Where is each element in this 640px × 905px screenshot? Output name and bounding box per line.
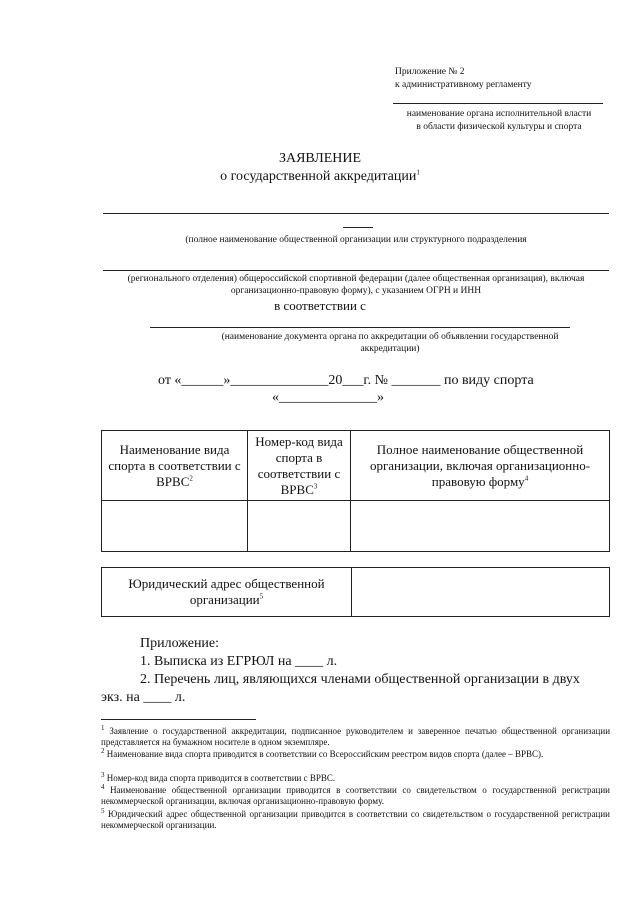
table-row [102, 501, 610, 552]
short-underline [343, 227, 373, 228]
footnote-1-text: Заявление о государственной аккредитации, подписанное руководителем и заверенное печатью общественной организации представляется на бумажном носителе в одном экземпляре. [101, 726, 611, 747]
document-subtitle [0, 168, 640, 185]
appendix-number: Приложение № 2 [395, 67, 465, 77]
header-org-name [351, 431, 610, 501]
attachments-heading: Приложение: [140, 636, 220, 651]
sport-name-line: «______________» [272, 390, 384, 405]
footnote-ref-3: 3 [313, 482, 318, 491]
document-title: ЗАЯВЛЕНИЕ [278, 151, 362, 166]
footnote-5-text: Юридический адрес общественной организации приводится в соответствии со свидетельством о государственной регистрации некоммерческой организации. [101, 809, 611, 830]
footnote-4-text: Наименование общественной организации приводится в соответствии со свидетельством о государственной регистрации некоммерческой организации, включая организационно-правовую форму. [101, 785, 610, 806]
attachment-item-2-cont: экз. на ____ л. [101, 690, 186, 705]
org-caption-line1: (полное наименование общественной организации или структурного подразделения [185, 235, 527, 245]
attachment-item-2: 2. Перечень лиц, являющихся членами общественной организации в двух [140, 672, 580, 687]
authority-underline [393, 103, 603, 104]
header-sport-code [248, 431, 351, 501]
subtitle-text: о государственной аккредитации [220, 169, 417, 184]
footnote-5-num: 5 [101, 807, 105, 815]
in-accordance-text: в соответствии с [274, 298, 366, 313]
sport-table [101, 430, 610, 552]
header-org-name-text: Полное наименование общественной организации, включая организационно-правовую форму [369, 441, 591, 489]
footnote-1 [101, 726, 610, 748]
authority-caption-line1: наименование органа исполнительной власти [406, 109, 592, 119]
address-table [101, 567, 610, 617]
org-caption-line3: организационно-правовую форму), с указанием ОГРН и ИНН [230, 286, 482, 296]
footnote-3 [101, 773, 610, 784]
document-caption-line2: аккредитации) [360, 344, 420, 354]
header-sport-name-text: Наименование вида спорта в соответствии с ВРВС [108, 441, 241, 489]
footnote-4 [101, 785, 610, 807]
org-caption-line2: (регионального отделения) общероссийской спортивной федерации (далее общественная организация), включая [127, 274, 585, 284]
footnote-ref-4: 4 [524, 474, 529, 483]
header-sport-code-text: Номер-код вида спорта в соответствии с ВРВС [255, 433, 343, 497]
address-label-text: Юридический адрес общественной организации [128, 576, 325, 607]
footnote-5 [101, 809, 610, 831]
authority-caption-line2: в области физической культуры и спорта [416, 122, 582, 132]
table-header-row [102, 431, 610, 501]
address-label [102, 568, 352, 617]
footnote-2 [101, 749, 610, 760]
footnote-3-text: Номер-код вида спорта приводится в соответствии с ВРВС. [106, 773, 336, 783]
address-row [102, 568, 610, 617]
document-caption-line1: (наименование документа органа по аккредитации об объявлении государственной [221, 332, 559, 342]
cell-sport-name[interactable] [102, 501, 248, 552]
footnote-1-num: 1 [101, 724, 105, 732]
footnote-ref-1: 1 [416, 168, 420, 177]
cell-org-name[interactable] [351, 501, 610, 552]
date-number-line: от «______»______________20___г. № _______ по виду спорта [158, 373, 534, 388]
footnote-separator [101, 719, 256, 720]
footnote-3-num: 3 [101, 771, 105, 779]
footnote-2-text: Наименование вида спорта приводится в соответствии со Всероссийским реестром видов спорта (далее – ВРВС). [106, 749, 544, 759]
cell-sport-code[interactable] [248, 501, 351, 552]
footnote-ref-2: 2 [189, 474, 193, 483]
footnote-ref-5: 5 [259, 592, 264, 601]
document-name-line [150, 327, 570, 328]
org-name-line [103, 213, 609, 214]
attachment-item-1: 1. Выписка из ЕГРЮЛ на ____ л. [140, 654, 338, 669]
address-value[interactable] [352, 568, 610, 617]
footnote-2-num: 2 [101, 747, 105, 755]
org-name-line-2 [103, 270, 609, 271]
appendix-regulation: к административному регламенту [395, 80, 532, 90]
header-sport-name [102, 431, 248, 501]
footnote-4-num: 4 [101, 783, 105, 791]
